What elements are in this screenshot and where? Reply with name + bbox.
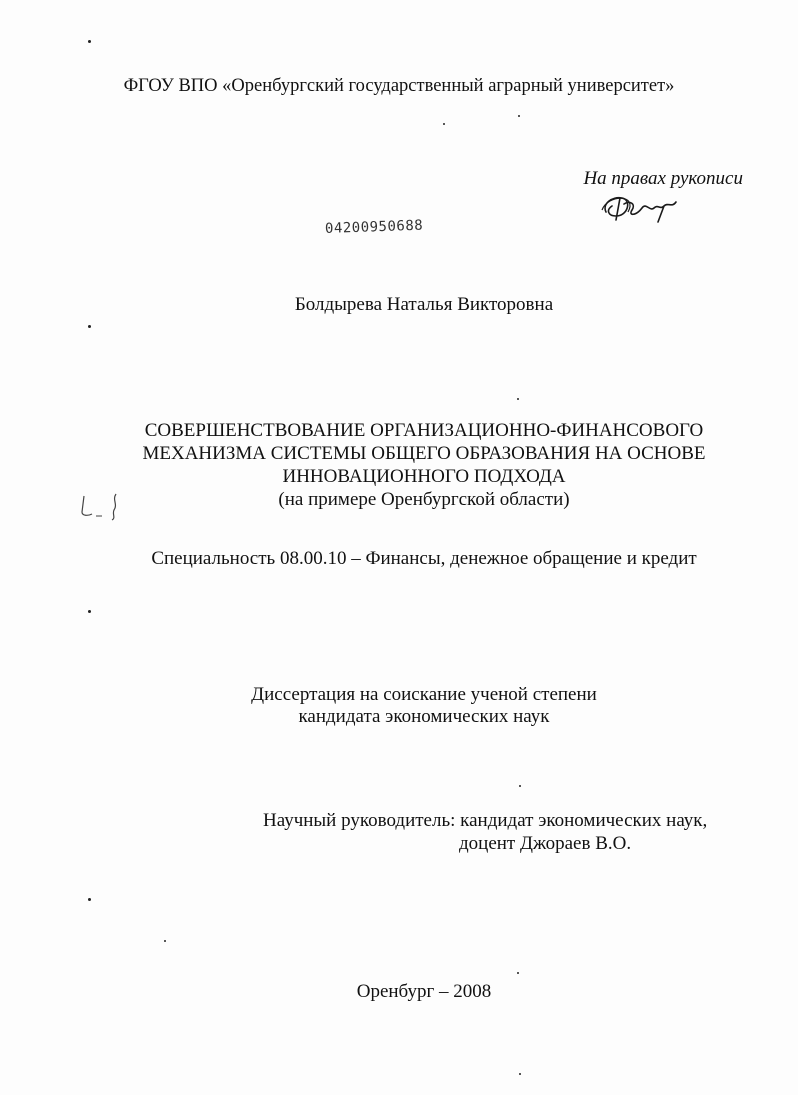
advisor-title: Научный руководитель: кандидат экономических наук, xyxy=(263,810,708,831)
scan-speck xyxy=(88,325,91,328)
scan-speck xyxy=(517,398,519,400)
title-subtitle: (на примере Оренбургской области) xyxy=(278,489,570,510)
title-line: ИННОВАЦИОННОГО ПОДХОДА xyxy=(282,466,566,487)
degree-line: Диссертация на соискание ученой степени xyxy=(251,684,597,705)
scan-speck xyxy=(517,972,519,974)
inventory-stamp-number: 04200950688 xyxy=(324,217,424,237)
author-name: Болдырева Наталья Викторовна xyxy=(294,294,554,315)
scan-speck xyxy=(88,898,91,901)
institution-name: ФГОУ ВПО «Оренбургский государственный аграрный университет» xyxy=(123,76,675,96)
degree-line: кандидата экономических наук xyxy=(298,706,550,727)
scan-speck xyxy=(88,610,91,613)
scan-speck xyxy=(164,940,166,942)
city-year: Оренбург – 2008 xyxy=(356,981,492,1002)
scan-speck xyxy=(88,40,91,43)
signature-icon xyxy=(598,190,688,226)
title-line: МЕХАНИЗМА СИСТЕМЫ ОБЩЕГО ОБРАЗОВАНИЯ НА ОСНОВЕ xyxy=(142,443,706,464)
manuscript-rights-note: На правах рукописи xyxy=(583,168,743,189)
scan-speck xyxy=(443,123,445,125)
degree-statement xyxy=(0,684,798,728)
handwritten-margin-mark-icon xyxy=(78,490,124,524)
scan-speck xyxy=(519,1073,521,1075)
advisor-name: доцент Джораев В.О. xyxy=(459,833,632,854)
title-line: СОВЕРШЕНСТВОВАНИЕ ОРГАНИЗАЦИОННО-ФИНАНСОВОГО xyxy=(144,420,704,441)
scan-speck xyxy=(518,115,520,117)
specialty: Специальность 08.00.10 – Финансы, денежное обращение и кредит xyxy=(151,548,697,569)
scan-speck xyxy=(519,785,521,787)
